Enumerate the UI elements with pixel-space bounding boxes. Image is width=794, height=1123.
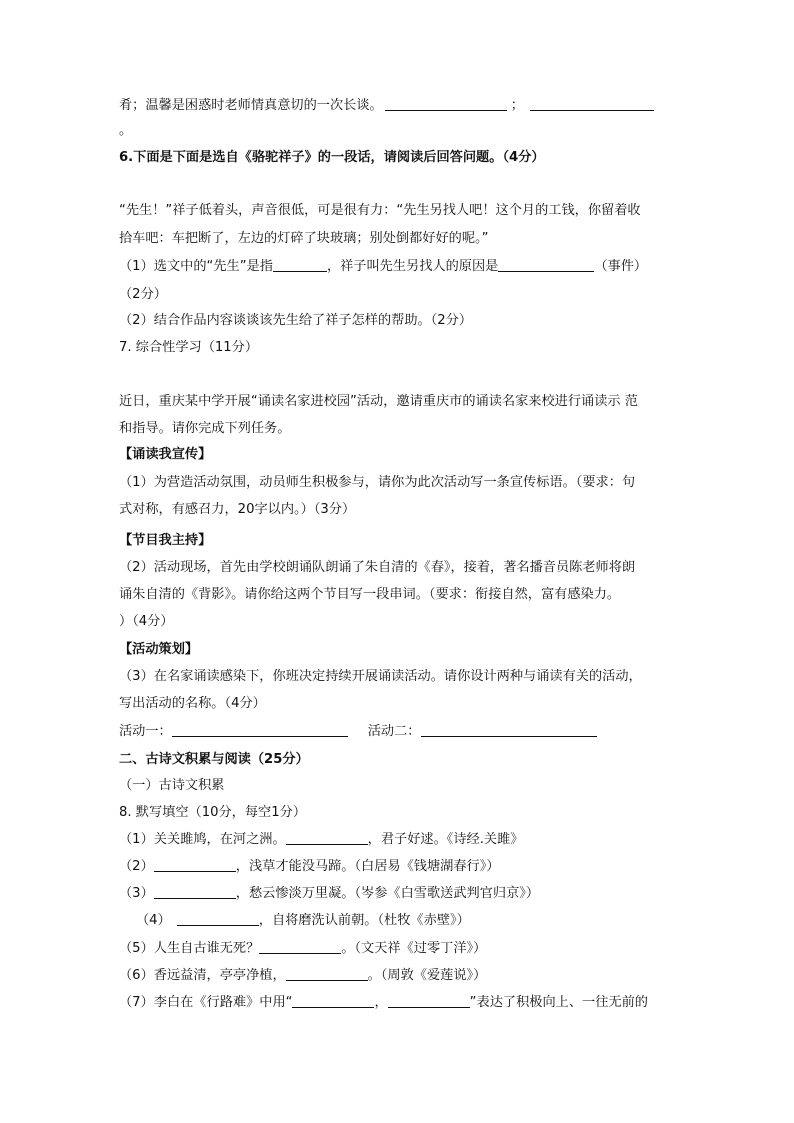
q8-item-7-sep: ， bbox=[374, 995, 388, 1010]
activity-2-blank[interactable] bbox=[421, 722, 597, 737]
q7-task-3a: （3）在名家诵读感染下，你班决定持续开展诵读活动。请你设计两种与诵读有关的活动， bbox=[119, 669, 642, 684]
q6-blank-2[interactable] bbox=[498, 257, 594, 272]
q6-sub-1-a: （1）选文中的“先生”是指 bbox=[119, 259, 273, 274]
q8-blank-5[interactable] bbox=[259, 939, 341, 954]
q7-task-3b: 写出活动的名称。（4分） bbox=[119, 696, 266, 711]
q8-item-1-post: ，君子好逑。《诗经.关雎》 bbox=[367, 832, 524, 847]
top-line bbox=[119, 96, 654, 116]
q7-title: 7. 综合性学习（11分） bbox=[119, 340, 259, 355]
q7-heading-2: 【节目我主持】 bbox=[119, 533, 212, 548]
q6-sub-1-b: ，祥子叫先生另找人的原因是 bbox=[326, 259, 499, 274]
q6-passage-line-2: 拾车吧：车把断了，左边的灯碎了块玻璃；别处倒都好好的呢。” bbox=[119, 231, 489, 246]
q8-item-2-post: ，浅草才能没马蹄。（白居易《钱塘湖春行》） bbox=[235, 859, 500, 874]
q8-blank-2[interactable] bbox=[154, 857, 236, 872]
q7-intro-1: 近日，重庆某中学开展“诵读名家进校园”活动，邀请重庆市的诵读名家来校进行诵读示 范 bbox=[119, 394, 638, 409]
q8-item-3-pre: （3） bbox=[119, 886, 154, 901]
q7-heading-1: 【诵读我宣传】 bbox=[119, 447, 212, 462]
activity-1-label: 活动一： bbox=[119, 724, 172, 739]
q8-blank-8[interactable] bbox=[388, 993, 470, 1008]
q6-blank-1[interactable] bbox=[273, 257, 327, 272]
top-line-text: 肴；温馨是困惑时老师情真意切的一次长谈。 bbox=[119, 98, 383, 113]
q6-passage-line-1: “先生！”祥子低着头，声音很低，可是很有力：“先生另找人吧！这个月的工钱，你留着收 bbox=[119, 203, 641, 218]
q8-item-7-post: ”表达了积极向上、一往无前的 bbox=[469, 995, 648, 1010]
q8-item-2 bbox=[119, 857, 500, 877]
q7-task-2a: （2）活动现场，首先由学校朗诵队朗诵了朱自清的《春》，接着，著名播音员陈老师将朗 bbox=[119, 560, 636, 575]
q8-item-4-pre: （4） bbox=[136, 913, 171, 928]
q8-item-1 bbox=[119, 830, 523, 850]
q6-sub-1-points: （2分） bbox=[119, 287, 167, 302]
answer-blank-2[interactable] bbox=[530, 96, 654, 111]
q8-blank-1[interactable] bbox=[286, 830, 368, 845]
activity-1-blank[interactable] bbox=[172, 722, 348, 737]
q7-activities bbox=[119, 722, 597, 742]
q8-item-3-post: ，愁云惨淡万里凝。（岑参《白雪歌送武判官归京》） bbox=[235, 886, 540, 901]
q8-title: 8. 默写填空（10分，每空1分） bbox=[119, 805, 307, 820]
q7-heading-3: 【活动策划】 bbox=[119, 642, 199, 657]
q8-item-7-pre: （7）李白在《行路难》中用“ bbox=[119, 995, 293, 1010]
q8-item-5-pre: （5）人生自古谁无死？ bbox=[119, 941, 260, 956]
top-line-sep: ； bbox=[510, 98, 524, 113]
section-2-sub: （一）古诗文积累 bbox=[119, 778, 225, 793]
q8-item-6 bbox=[119, 966, 486, 986]
answer-blank-1[interactable] bbox=[385, 96, 507, 111]
q8-item-4 bbox=[136, 911, 470, 931]
q8-blank-4[interactable] bbox=[177, 911, 259, 926]
q8-item-6-post: 。（周敦《爱莲说》） bbox=[367, 968, 487, 983]
q6-sub-2: （2）结合作品内容谈谈该先生给了祥子怎样的帮助。（2分） bbox=[119, 313, 473, 328]
q6-sub-1 bbox=[119, 257, 647, 277]
q7-task-1a: （1）为营造活动氛围，动员师生积极参与，请你为此次活动写一条宣传标语。（要求：句 bbox=[119, 475, 636, 490]
q8-item-2-pre: （2） bbox=[119, 859, 154, 874]
q8-item-5-post: 。（文天祥《过零丁洋》） bbox=[341, 941, 487, 956]
section-2-title: 二、古诗文积累与阅读（25分） bbox=[119, 752, 309, 767]
q7-intro-2: 和指导。请你完成下列任务。 bbox=[119, 421, 291, 436]
q6-title: 6.下面是下面是选自《骆驼祥子》的一段话，请阅读后回答问题。（4分） bbox=[119, 150, 545, 165]
activity-2-label: 活动二： bbox=[367, 724, 421, 739]
q8-item-1-pre: （1）关关雎鸠，在河之洲。 bbox=[119, 832, 286, 847]
q7-task-1b: 式对称，有感召力，20字以内。）（3分） bbox=[119, 502, 356, 517]
top-line-end: 。 bbox=[119, 123, 133, 138]
q6-sub-1-c: （事件） bbox=[594, 259, 648, 274]
q7-task-2c: ）（4分） bbox=[119, 614, 174, 629]
q8-blank-6[interactable] bbox=[286, 966, 368, 981]
q8-item-5 bbox=[119, 939, 486, 959]
q7-task-2b: 诵朱自清的《背影》。请你给这两个节目写一段串词。（要求：衔接自然，富有感染力。 bbox=[119, 587, 621, 602]
q8-blank-7[interactable] bbox=[292, 993, 374, 1008]
q8-item-4-post: ，自将磨洗认前朝。（杜牧《赤壁》） bbox=[258, 913, 470, 928]
q8-item-6-pre: （6）香远益清，亭亭净植， bbox=[119, 968, 286, 983]
q8-item-3 bbox=[119, 884, 539, 904]
q8-item-7 bbox=[119, 993, 648, 1013]
q8-blank-3[interactable] bbox=[154, 884, 236, 899]
